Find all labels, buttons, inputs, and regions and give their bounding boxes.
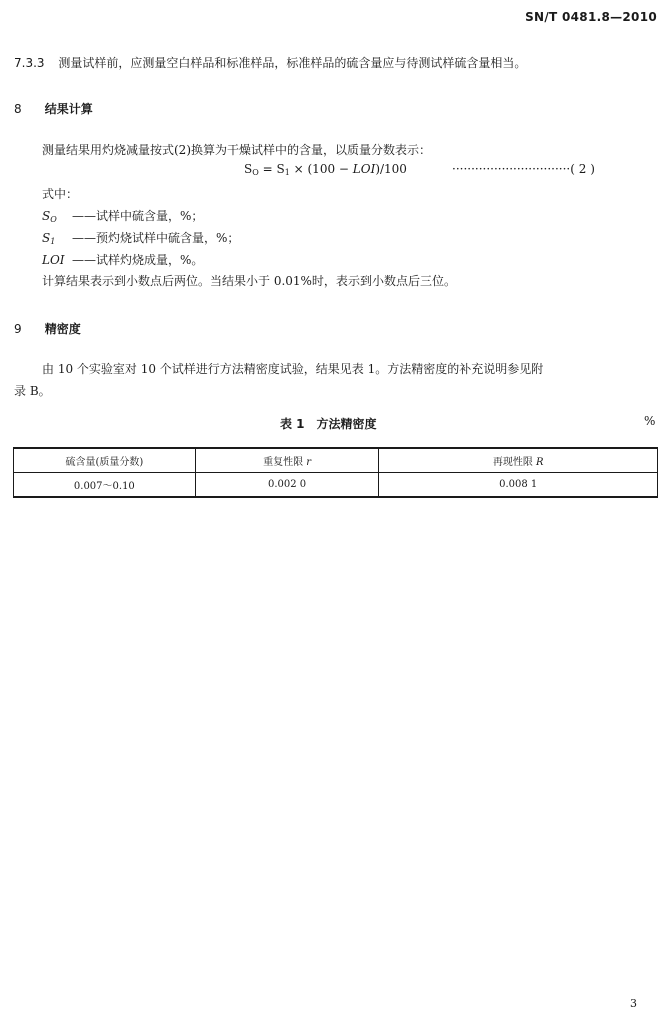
section-title: 结果计算 xyxy=(44,102,93,116)
section-title: 精密度 xyxy=(44,322,81,336)
table-unit: % xyxy=(644,414,656,428)
clause-7-3-3 xyxy=(14,54,526,71)
var-def-s1: $S_1$ ——预灼烧试样中硫含量，%； xyxy=(42,231,240,246)
clause-number: 7.3.3 xyxy=(14,56,45,70)
cell-repeatability: 0.002 0 xyxy=(195,473,379,498)
precision-para-line1: 由 10 个实验室对 10 个试样进行方法精密度试验，结果见表 1。方法精密度的补充说明参见附 xyxy=(42,362,544,376)
section-number: 8 xyxy=(14,102,22,116)
precision-para-line2: 录 B。 xyxy=(14,384,51,398)
clause-text: 测量试样前，应测量空白样品和标准样品，标准样品的硫含量应与待测试样硫含量相当。 xyxy=(58,56,527,70)
formula-2: $S_O = S_1 \times (100 - LOI)/100$ xyxy=(244,162,407,177)
section-number: 9 xyxy=(14,322,22,336)
result-note: 计算结果表示到小数点后两位。当结果小于 0.01%时，表示到小数点后三位。 xyxy=(42,274,456,288)
formula-number: ·······························( 2 ) xyxy=(452,162,595,176)
calc-intro: 测量结果用灼烧减量按式(2)换算为干燥试样中的含量，以质量分数表示： xyxy=(42,143,432,157)
header-reproducibility: 再现性限 R xyxy=(379,448,658,473)
formula-lhs: $S_O$ xyxy=(244,162,259,177)
where-label: 式中： xyxy=(42,187,79,201)
page-number: 3 xyxy=(630,997,637,1010)
header-repeatability: 重复性限 r xyxy=(195,448,379,473)
formula-rhs: $S_1 \times (100 - LOI)/100$ xyxy=(276,162,407,177)
table-row xyxy=(14,473,658,498)
var-def-s0: $S_O$ ——试样中硫含量，%； xyxy=(42,209,204,224)
section-8-heading xyxy=(14,98,93,117)
cell-reproducibility: 0.008 1 xyxy=(379,473,658,498)
var-def-loi: LOI ——试样灼烧成量，%。 xyxy=(42,253,204,267)
precision-table xyxy=(13,447,658,498)
cell-sulfur-range: 0.007～0.10 xyxy=(14,473,196,498)
header-sulfur-content: 硫含量(质量分数) xyxy=(14,448,196,473)
section-9-heading xyxy=(14,318,81,337)
table-title: 表 1 方法精密度 xyxy=(280,417,377,431)
standard-code: SN/T 0481.8—2010 xyxy=(525,10,657,24)
table-header-row xyxy=(14,448,658,473)
